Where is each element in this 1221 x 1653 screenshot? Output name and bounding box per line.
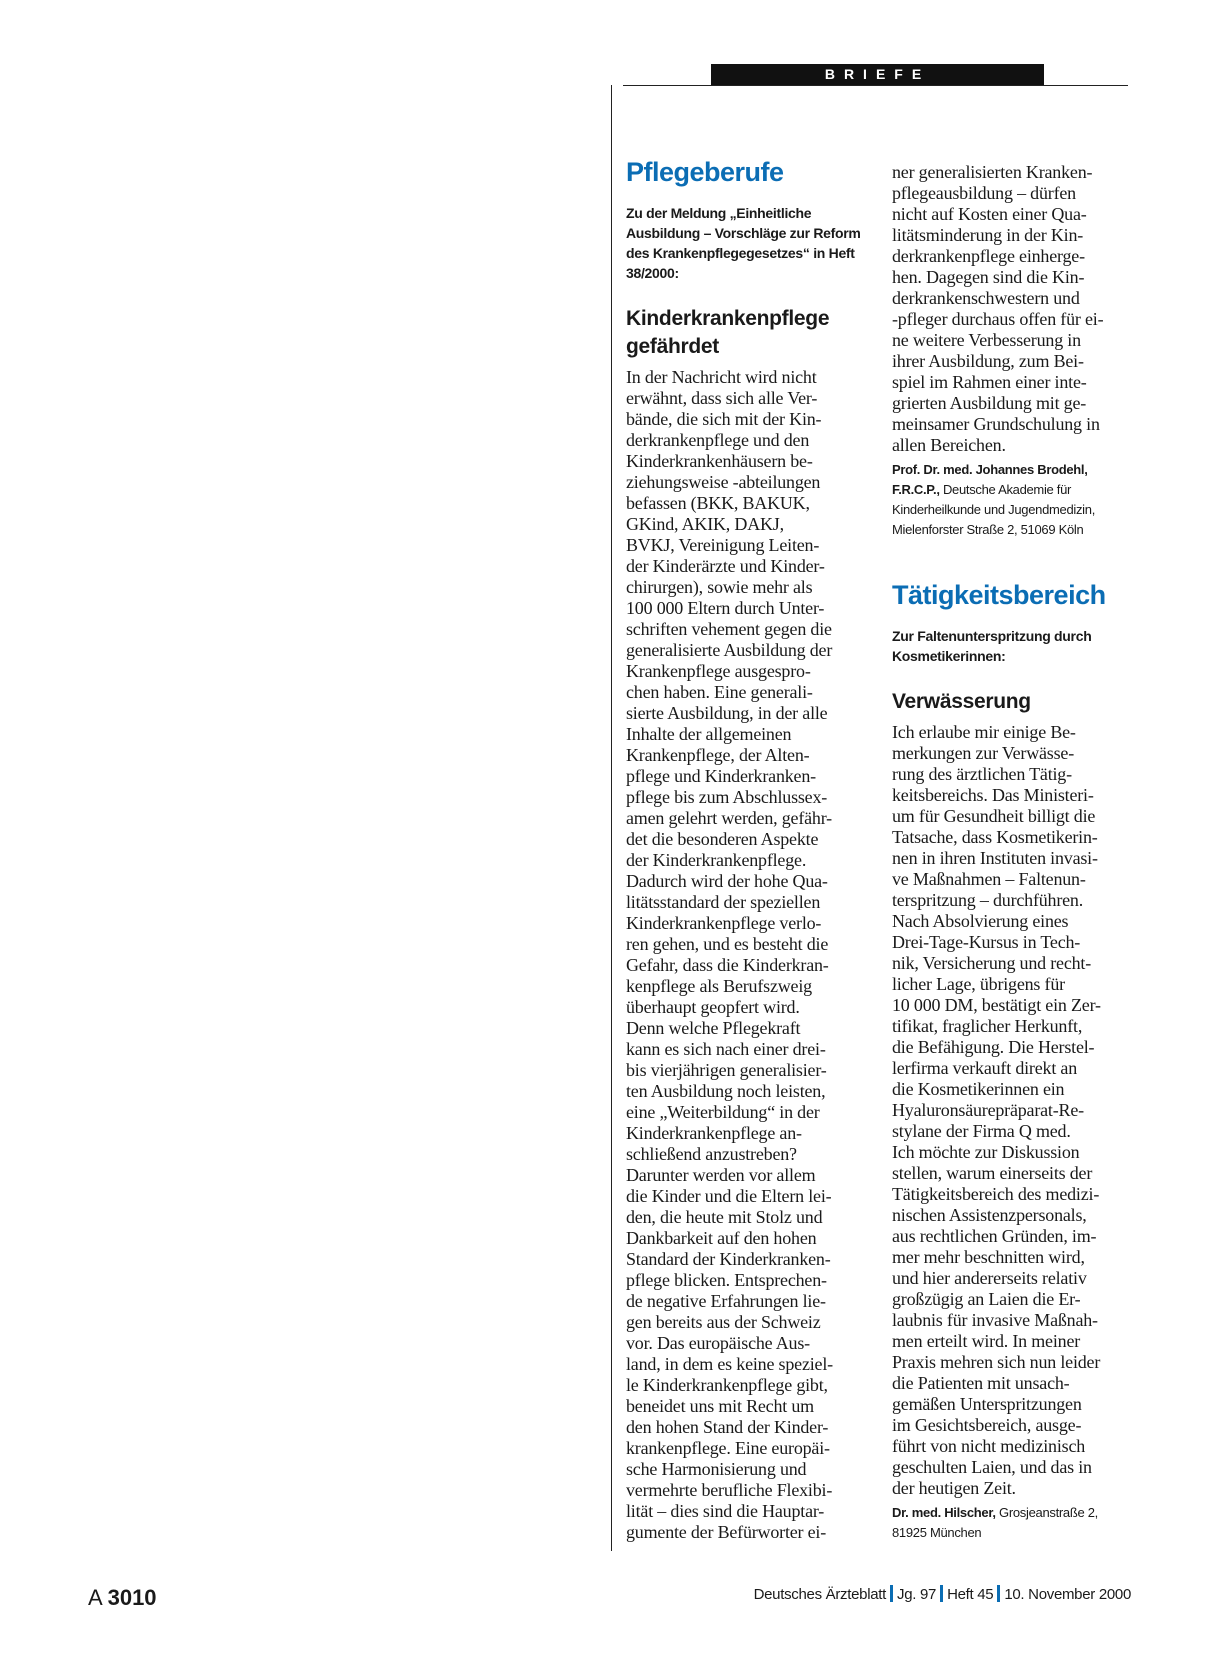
article-column-1 bbox=[626, 155, 866, 1543]
article2-affiliation: Grosjeanstraße 2, 81925 München bbox=[892, 1505, 1098, 1540]
article1-subhead: Kinderkrankenpflege gefährdet bbox=[626, 307, 830, 358]
footer-separator bbox=[890, 1585, 893, 1602]
footer-separator bbox=[940, 1585, 943, 1602]
journal-footer bbox=[754, 1585, 1131, 1603]
journal-issue: Heft 45 bbox=[947, 1586, 994, 1603]
article2-intro: Zur Faltenunterspritzung durch Kosmetikerinnen: bbox=[892, 628, 1092, 664]
article2-signature bbox=[892, 1503, 1132, 1543]
article1-signature bbox=[892, 460, 1132, 540]
article2-body: Ich erlaube mir einige Be- merkungen zur Verwässe- rung des ärztlichen Tätig- keitsbereichs. Das Ministeri- um für Gesundheit billigt die Tatsache, dass Kosmetikerin- nen in ihren Instituten invasi- ve Maßnahmen – Faltenun- terspritzung – durchführen. Nach Absolvierung eines Drei-Tage-Kursus in Tech- nik, Versicherung und recht- licher Lage, übrigens für 10 000 DM, bestätigt ein Zer- tifikat, fraglicher Herkunft, die Befähigung. Die Herstel- lerfirma verkauft direkt an die Kosmetikerinnen ein Hyaluronsäurepräparat-Re- stylane der Firma Q med. Ich möchte zur Diskussion stellen, warum einerseits der Tätigkeitsbereich des medizi- nischen Assistenzpersonals, aus rechtlichen Gründen, im- mer mehr beschnitten wird, und hier andererseits relativ großzügig an Laien die Er- laubnis für invasive Maßnah- men erteilt wird. In meiner Praxis mehren sich nun leider die Patienten mit unsach- gemäßen Unterspritzungen im Gesichtsbereich, ausge- führt von nicht medizinisch geschulten Laien, und das in der heutigen Zeit. bbox=[892, 722, 1101, 1498]
header-rule bbox=[623, 85, 1128, 86]
journal-name: Deutsches Ärzteblatt bbox=[753, 1586, 887, 1603]
article1-intro: Zu der Meldung „Einheitliche Ausbildung – Vorschläge zur Reform des Krankenpflegegesetzes“ in Heft 38/2000: bbox=[626, 205, 861, 281]
journal-volume: Jg. 97 bbox=[897, 1586, 937, 1603]
column-divider bbox=[611, 85, 612, 1551]
footer-separator bbox=[997, 1585, 1000, 1602]
article1-body-part2: ner generalisierten Kranken- pflegeausbildung – dürfen nicht auf Kosten einer Qua- litätsminderung in der Kin- derkrankenpflege einherge- hen. Dagegen sind die Kin- derkrankenschwestern und -pfleger durchaus offen für ei- ne weitere Verbesserung in ihrer Ausbildung, zum Bei- spiel im Rahmen einer inte- grierten Ausbildung mit ge- meinsamer Grundschulung in allen Bereichen. bbox=[892, 162, 1104, 455]
article2-subhead: Verwässerung bbox=[892, 690, 1031, 713]
page-prefix: A bbox=[88, 1585, 102, 1610]
article1-headline: Pflegeberufe bbox=[626, 157, 784, 187]
page-number-value: 3010 bbox=[107, 1585, 157, 1610]
article2-headline: Tätigkeitsbereich bbox=[892, 580, 1106, 610]
page-number bbox=[88, 1585, 157, 1611]
article1-author: Prof. Dr. med. Johannes Brodehl, F.R.C.P., bbox=[892, 462, 1088, 497]
journal-date: 10. November 2000 bbox=[1004, 1586, 1131, 1603]
article2-author: Dr. med. Hilscher, bbox=[892, 1505, 996, 1520]
article1-body-part1: In der Nachricht wird nicht erwähnt, dass sich alle Ver- bände, die sich mit der Kin- derkrankenpflege und den Kinderkrankenhäusern be- ziehungsweise -abteilungen befassen (BKK, BAKUK, GKind, AKIK, DAKJ, BVKJ, Vereinigung Leiten- der Kinderärzte und Kinder- chirurgen), sowie mehr als 100 000 Eltern durch Unter- schriften vehement gegen die generalisierte Ausbildung der Krankenpflege ausgespro- chen haben. Eine generali- sierte Ausbildung, in der alle Inhalte der allgemeinen Krankenpflege, der Alten- pflege und Kinderkranken- pflege bis zum Abschlussex- amen gelehrt werden, gefähr- det die besonderen Aspekte der Kinderkrankenpflege. Dadurch wird der hohe Qua- litätsstandard der speziellen Kinderkrankenpflege verlo- ren gehen, und es besteht die Gefahr, dass die Kinderkran- kenpflege als Berufszweig überhaupt geopfert wird. Denn welche Pflegekraft kann es sich nach einer drei- bis vierjährigen generalisier- ten Ausbildung noch leisten, eine „Weiterbildung“ in der Kinderkrankenpflege an- schließend anzustreben? Darunter werden vor allem die Kinder und die Eltern lei- den, die heute mit Stolz und Dankbarkeit auf den hohen Standard der Kinderkranken- pflege blicken. Entsprechen- de negative Erfahrungen lie- gen bereits aus der Schweiz vor. Das europäische Aus- land, in dem es keine speziel- le Kinderkrankenpflege gibt, beneidet uns mit Recht um den hohen Stand der Kinder- krankenpflege. Eine europäi- sche Harmonisierung und vermehrte berufliche Flexibi- lität – dies sind die Hauptar- gumente der Befürworter ei- bbox=[626, 367, 833, 1542]
article1-affiliation: Deutsche Akademie für Kinderheilkunde und Jugendmedizin, Mielenforster Straße 2, 51069 Köln bbox=[892, 482, 1096, 537]
article-column-2 bbox=[892, 162, 1132, 1543]
section-header: BRIEFE bbox=[711, 64, 1044, 85]
